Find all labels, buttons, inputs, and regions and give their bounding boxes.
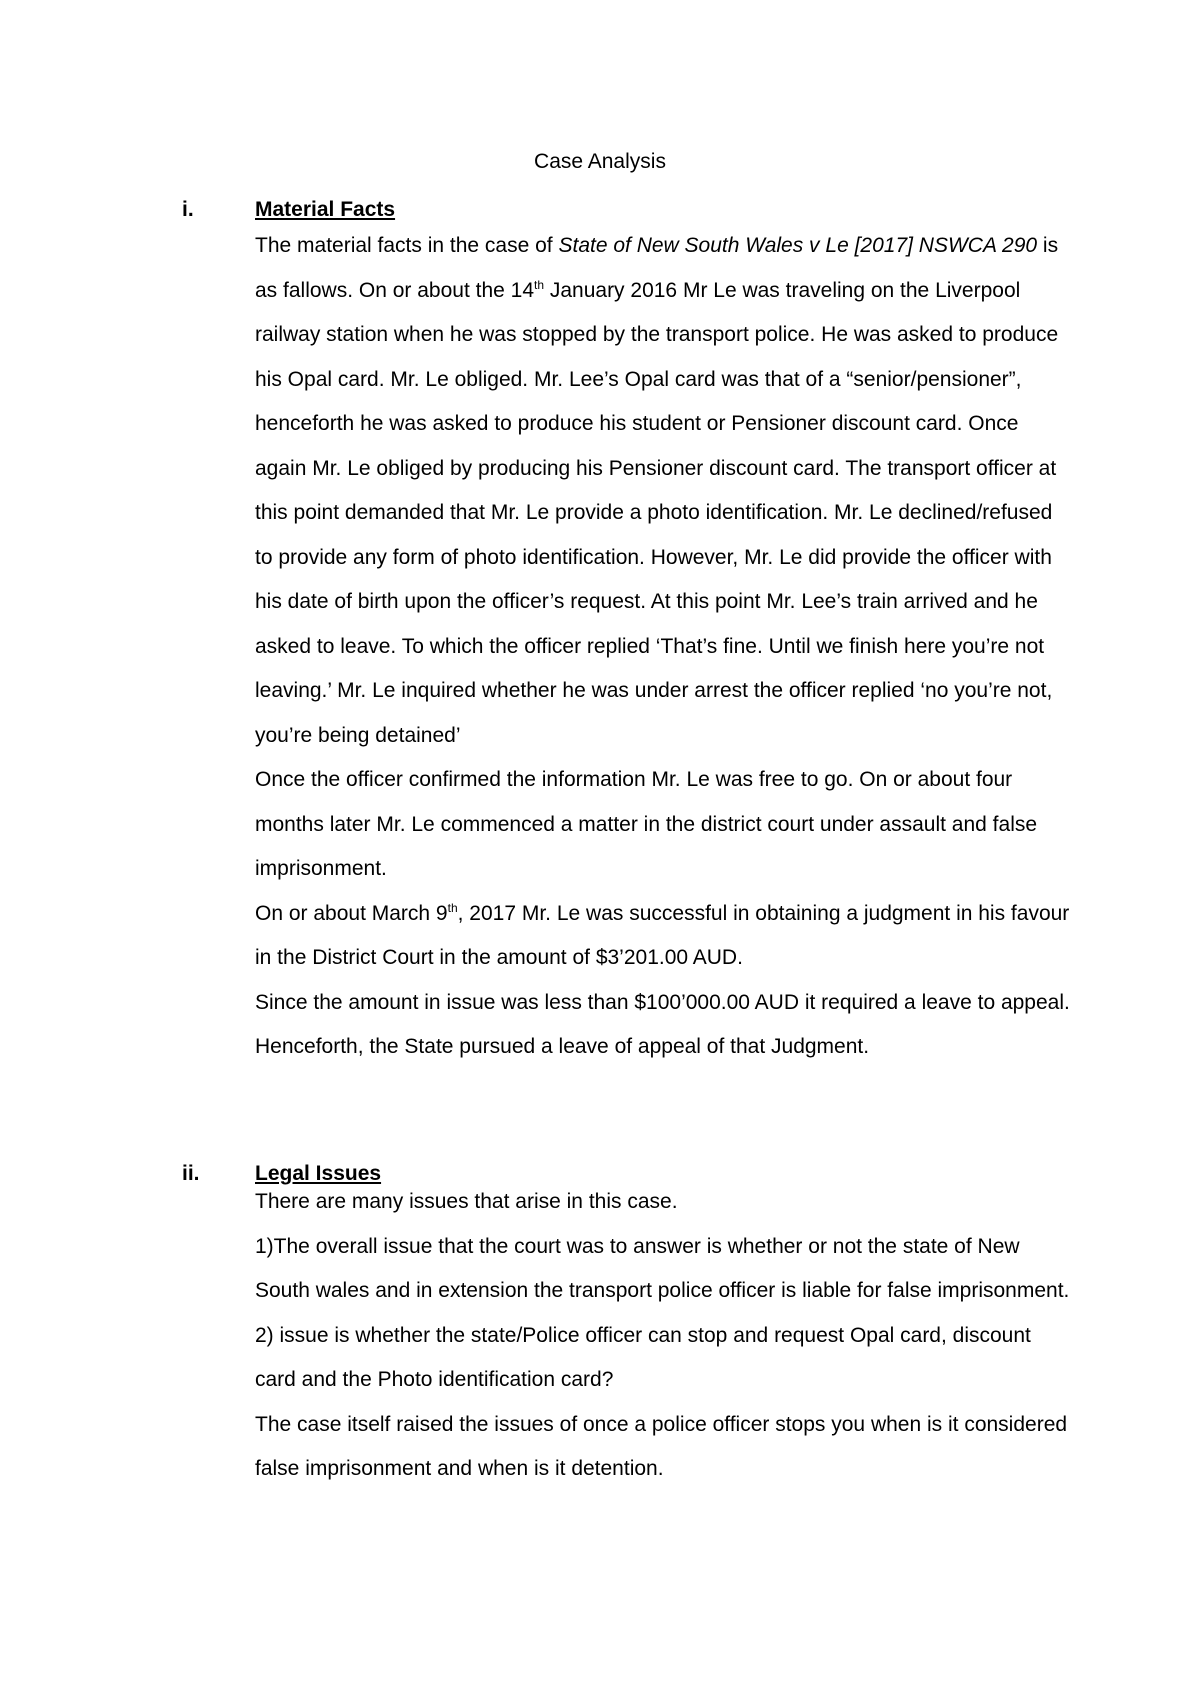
section-heading: Legal Issues	[255, 1162, 382, 1185]
section-body	[255, 224, 1075, 1070]
ordinal-suffix: th	[534, 277, 545, 292]
paragraph: Once the officer confirmed the information Mr. Le was free to go. On or about four months later Mr. Le commenced a matter in the district court under assault and false imprisonment.	[255, 768, 1038, 880]
section-body	[255, 1180, 1075, 1492]
section-heading: Material Facts	[255, 198, 396, 221]
paragraph	[255, 892, 1075, 981]
paragraph-text: The material facts in the case of	[255, 234, 559, 257]
paragraph-text: January 2016 Mr Le was traveling on the Liverpool railway station when he was stopped by the transport police. He was asked to produce his Opal card. Mr. Le obliged. Mr. Lee’s Opal card was that of a “senior/pensioner”, henceforth he was asked to produce his student or Pensioner discount card. Once again Mr. Le obliged by producing his Pensioner discount card. The transport officer at this point demanded that Mr. Le provide a photo identification. Mr. Le declined/refused to provide any form of photo identification. However, Mr. Le did provide the officer with his date of birth upon the officer’s request. At this point Mr. Lee’s train arrived and he asked to leave. To which the officer replied ‘That’s fine. Until we finish here you’re not leaving.’ Mr. Le inquired whether he was under arrest the officer replied ‘no you’re not, you’re being detained’	[255, 278, 1059, 747]
paragraph: 2) issue is whether the state/Police officer can stop and request Opal card, discount card and the Photo identification card?	[255, 1323, 1031, 1391]
section-numeral: i.	[182, 198, 194, 221]
page-title: Case Analysis	[534, 150, 666, 173]
paragraph-text: is as fallows. On or about the 14	[255, 234, 1059, 302]
paragraph: Since the amount in issue was less than $100’000.00 AUD it required a leave to appeal. Henceforth, the State pursued a leave of appeal of that Judgment.	[255, 990, 1070, 1058]
paragraph: 1)The overall issue that the court was to answer is whether or not the state of New South wales and in extension the transport police officer is liable for false imprisonment.	[255, 1234, 1070, 1302]
ordinal-suffix: th	[447, 900, 458, 915]
paragraph: The case itself raised the issues of once a police officer stops you when is it considered false imprisonment and when is it detention.	[255, 1412, 1068, 1480]
paragraph-text: On or about March 9	[255, 901, 448, 925]
paragraph: There are many issues that arise in this case.	[255, 1190, 678, 1213]
case-citation: State of New South Wales v Le [2017] NSWCA 290	[558, 234, 1038, 257]
section-numeral: ii.	[182, 1162, 200, 1185]
paragraph	[255, 224, 1075, 758]
paragraph-text: , 2017 Mr. Le was successful in obtaining a judgment in his favour in the District Court in the amount of $3’201.00 AUD.	[255, 901, 1070, 969]
